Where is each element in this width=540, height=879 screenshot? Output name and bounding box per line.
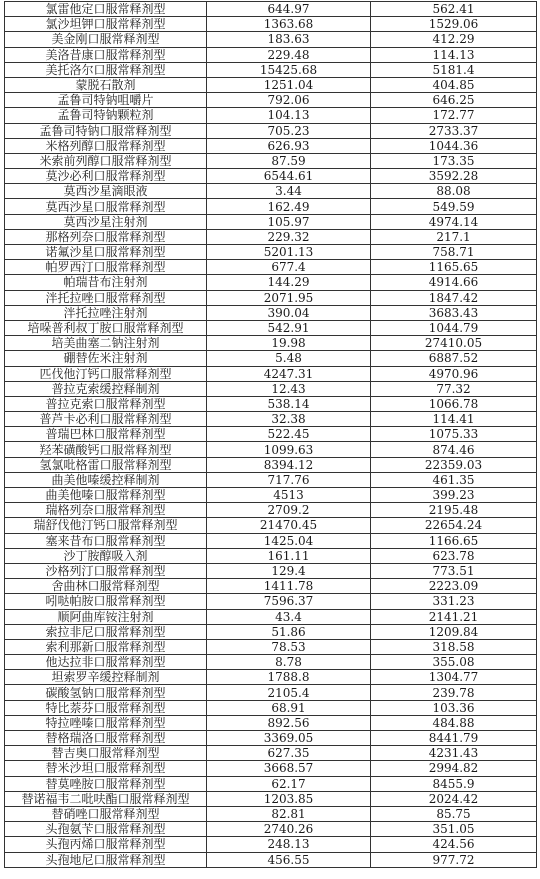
- drug-name-cell: 帕罗西汀口服常释剂型: [5, 260, 207, 275]
- value-b-cell: 562.41: [371, 2, 537, 17]
- value-a-cell: 522.45: [207, 427, 371, 442]
- drug-name-cell: 氯沙坦钾口服常释剂型: [5, 17, 207, 32]
- value-a-cell: 183.63: [207, 32, 371, 47]
- value-b-cell: 173.35: [371, 153, 537, 168]
- value-b-cell: 4974.14: [371, 214, 537, 229]
- table-row: [5, 290, 537, 305]
- value-b-cell: 461.35: [371, 472, 537, 487]
- drug-name-cell: 沙丁胺醇吸入剂: [5, 548, 207, 563]
- table-row: [5, 731, 537, 746]
- value-a-cell: 229.32: [207, 229, 371, 244]
- value-b-cell: 1165.65: [371, 260, 537, 275]
- drug-name-cell: 孟鲁司特钠口服常释剂型: [5, 123, 207, 138]
- drug-name-cell: 培哚普利叔丁胺口服常释剂型: [5, 320, 207, 335]
- value-b-cell: 77.32: [371, 381, 537, 396]
- value-a-cell: 8.78: [207, 655, 371, 670]
- value-b-cell: 2223.09: [371, 579, 537, 594]
- table-row: [5, 93, 537, 108]
- drug-name-cell: 米格列醇口服常释剂型: [5, 138, 207, 153]
- value-a-cell: 129.4: [207, 563, 371, 578]
- value-a-cell: 2709.2: [207, 503, 371, 518]
- value-a-cell: 705.23: [207, 123, 371, 138]
- drug-name-cell: 诺氟沙星口服常释剂型: [5, 245, 207, 260]
- table-row: [5, 806, 537, 821]
- drug-name-cell: 索利那新口服常释剂型: [5, 639, 207, 654]
- value-a-cell: 162.49: [207, 199, 371, 214]
- drug-name-cell: 羟苯磺酸钙口服常释剂型: [5, 442, 207, 457]
- table-row: [5, 184, 537, 199]
- table-row: [5, 153, 537, 168]
- table-row: [5, 427, 537, 442]
- value-b-cell: 1075.33: [371, 427, 537, 442]
- value-a-cell: 12.43: [207, 381, 371, 396]
- value-b-cell: 399.23: [371, 488, 537, 503]
- drug-name-cell: 吲哒帕胺口服常释剂型: [5, 594, 207, 609]
- value-a-cell: 104.13: [207, 108, 371, 123]
- table-row: [5, 700, 537, 715]
- value-a-cell: 3668.57: [207, 761, 371, 776]
- value-a-cell: 1425.04: [207, 533, 371, 548]
- drug-name-cell: 特比萘芬口服常释剂型: [5, 700, 207, 715]
- value-b-cell: 646.25: [371, 93, 537, 108]
- value-b-cell: 484.88: [371, 715, 537, 730]
- value-b-cell: 2733.37: [371, 123, 537, 138]
- drug-name-cell: 替诺福韦二吡呋酯口服常释剂型: [5, 791, 207, 806]
- table-row: [5, 472, 537, 487]
- value-a-cell: 2105.4: [207, 685, 371, 700]
- value-a-cell: 105.97: [207, 214, 371, 229]
- table-row: [5, 320, 537, 335]
- value-a-cell: 5201.13: [207, 245, 371, 260]
- table-row: [5, 548, 537, 563]
- value-a-cell: 892.56: [207, 715, 371, 730]
- table-row: [5, 245, 537, 260]
- value-b-cell: 114.13: [371, 47, 537, 62]
- value-a-cell: 542.91: [207, 320, 371, 335]
- value-b-cell: 27410.05: [371, 336, 537, 351]
- table-row: [5, 381, 537, 396]
- drug-name-cell: 替米沙坦口服常释剂型: [5, 761, 207, 776]
- value-b-cell: 88.08: [371, 184, 537, 199]
- drug-name-cell: 舍曲林口服常释剂型: [5, 579, 207, 594]
- drug-name-cell: 特拉唑嗪口服常释剂型: [5, 715, 207, 730]
- table-row: [5, 199, 537, 214]
- value-a-cell: 1788.8: [207, 670, 371, 685]
- value-b-cell: 4970.96: [371, 366, 537, 381]
- value-a-cell: 82.81: [207, 806, 371, 821]
- drug-name-cell: 美托洛尔口服常释剂型: [5, 62, 207, 77]
- value-a-cell: 1099.63: [207, 442, 371, 457]
- table-row: [5, 138, 537, 153]
- table-row: [5, 351, 537, 366]
- value-b-cell: 1209.84: [371, 624, 537, 639]
- value-b-cell: 623.78: [371, 548, 537, 563]
- drug-name-cell: 氢氯吡格雷口服常释剂型: [5, 457, 207, 472]
- drug-name-cell: 塞来昔布口服常释剂型: [5, 533, 207, 548]
- drug-name-cell: 替吉奥口服常释剂型: [5, 746, 207, 761]
- value-a-cell: 390.04: [207, 305, 371, 320]
- table-row: [5, 77, 537, 92]
- drug-name-cell: 头孢丙烯口服常释剂型: [5, 837, 207, 852]
- table-row: [5, 609, 537, 624]
- drug-name-cell: 头孢地尼口服常释剂型: [5, 852, 207, 867]
- drug-name-cell: 曲美他嗪口服常释剂型: [5, 488, 207, 503]
- value-b-cell: 874.46: [371, 442, 537, 457]
- value-a-cell: 6544.61: [207, 169, 371, 184]
- value-b-cell: 4914.66: [371, 275, 537, 290]
- table-row: [5, 260, 537, 275]
- table-row: [5, 457, 537, 472]
- value-b-cell: 5181.4: [371, 62, 537, 77]
- value-b-cell: 1044.36: [371, 138, 537, 153]
- value-a-cell: 7596.37: [207, 594, 371, 609]
- value-a-cell: 161.11: [207, 548, 371, 563]
- table-row: [5, 275, 537, 290]
- table-row: [5, 214, 537, 229]
- table-row: [5, 655, 537, 670]
- table-row: [5, 396, 537, 411]
- value-a-cell: 2740.26: [207, 822, 371, 837]
- value-b-cell: 103.36: [371, 700, 537, 715]
- drug-name-cell: 培美曲塞二钠注射剂: [5, 336, 207, 351]
- value-a-cell: 5.48: [207, 351, 371, 366]
- table-row: [5, 366, 537, 381]
- drug-name-cell: 美金刚口服常释剂型: [5, 32, 207, 47]
- value-a-cell: 15425.68: [207, 62, 371, 77]
- table-row: [5, 503, 537, 518]
- drug-name-cell: 替格瑞洛口服常释剂型: [5, 731, 207, 746]
- value-a-cell: 8394.12: [207, 457, 371, 472]
- value-b-cell: 331.23: [371, 594, 537, 609]
- drug-name-cell: 瑞舒伐他汀钙口服常释剂型: [5, 518, 207, 533]
- value-b-cell: 1044.79: [371, 320, 537, 335]
- table-row: [5, 518, 537, 533]
- value-b-cell: 355.08: [371, 655, 537, 670]
- table-row: [5, 305, 537, 320]
- table-row: [5, 715, 537, 730]
- value-b-cell: 217.1: [371, 229, 537, 244]
- value-a-cell: 456.55: [207, 852, 371, 867]
- value-a-cell: 4513: [207, 488, 371, 503]
- value-b-cell: 85.75: [371, 806, 537, 821]
- value-a-cell: 538.14: [207, 396, 371, 411]
- table-row: [5, 579, 537, 594]
- drug-name-cell: 顺阿曲库铵注射剂: [5, 609, 207, 624]
- value-a-cell: 3369.05: [207, 731, 371, 746]
- value-a-cell: 4247.31: [207, 366, 371, 381]
- value-b-cell: 758.71: [371, 245, 537, 260]
- value-b-cell: 239.78: [371, 685, 537, 700]
- drug-name-cell: 普拉克索口服常释剂型: [5, 396, 207, 411]
- value-b-cell: 1304.77: [371, 670, 537, 685]
- value-a-cell: 19.98: [207, 336, 371, 351]
- table-row: [5, 229, 537, 244]
- table-row: [5, 2, 537, 17]
- value-b-cell: 22359.03: [371, 457, 537, 472]
- drug-name-cell: 索拉非尼口服常释剂型: [5, 624, 207, 639]
- table-row: [5, 761, 537, 776]
- value-b-cell: 22654.24: [371, 518, 537, 533]
- drug-name-cell: 莫西沙星滴眼液: [5, 184, 207, 199]
- drug-name-cell: 帕瑞昔布注射剂: [5, 275, 207, 290]
- value-b-cell: 3592.28: [371, 169, 537, 184]
- drug-name-cell: 替硝唑口服常释剂型: [5, 806, 207, 821]
- value-a-cell: 1251.04: [207, 77, 371, 92]
- value-a-cell: 43.4: [207, 609, 371, 624]
- value-a-cell: 1411.78: [207, 579, 371, 594]
- table-row: [5, 685, 537, 700]
- drug-name-cell: 普芦卡必利口服常释剂型: [5, 412, 207, 427]
- table-row: [5, 442, 537, 457]
- value-b-cell: 8441.79: [371, 731, 537, 746]
- drug-name-cell: 氯雷他定口服常释剂型: [5, 2, 207, 17]
- drug-name-cell: 米索前列醇口服常释剂型: [5, 153, 207, 168]
- table-row: [5, 624, 537, 639]
- value-b-cell: 412.29: [371, 32, 537, 47]
- value-b-cell: 8455.9: [371, 776, 537, 791]
- drug-name-cell: 莫沙必利口服常释剂型: [5, 169, 207, 184]
- value-a-cell: 78.53: [207, 639, 371, 654]
- drug-name-cell: 替莫唑胺口服常释剂型: [5, 776, 207, 791]
- drug-name-cell: 瑞格列奈口服常释剂型: [5, 503, 207, 518]
- value-b-cell: 549.59: [371, 199, 537, 214]
- value-a-cell: 68.91: [207, 700, 371, 715]
- table-row: [5, 746, 537, 761]
- drug-name-cell: 他达拉非口服常释剂型: [5, 655, 207, 670]
- value-b-cell: 977.72: [371, 852, 537, 867]
- value-b-cell: 2141.21: [371, 609, 537, 624]
- table-row: [5, 108, 537, 123]
- drug-price-table: [4, 1, 537, 868]
- value-a-cell: 1363.68: [207, 17, 371, 32]
- table-row: [5, 123, 537, 138]
- table-row: [5, 47, 537, 62]
- drug-name-cell: 莫西沙星口服常释剂型: [5, 199, 207, 214]
- value-b-cell: 2994.82: [371, 761, 537, 776]
- value-a-cell: 626.93: [207, 138, 371, 153]
- value-b-cell: 1166.65: [371, 533, 537, 548]
- table-row: [5, 563, 537, 578]
- drug-name-cell: 曲美他嗪缓控释制剂: [5, 472, 207, 487]
- value-a-cell: 792.06: [207, 93, 371, 108]
- drug-name-cell: 蒙脱石散剂: [5, 77, 207, 92]
- drug-name-cell: 孟鲁司特钠颗粒剂: [5, 108, 207, 123]
- value-a-cell: 717.76: [207, 472, 371, 487]
- drug-name-cell: 碳酸氢钠口服常释剂型: [5, 685, 207, 700]
- drug-name-cell: 头孢氨苄口服常释剂型: [5, 822, 207, 837]
- value-b-cell: 1529.06: [371, 17, 537, 32]
- table-row: [5, 822, 537, 837]
- table-body: [5, 2, 537, 868]
- value-b-cell: 6887.52: [371, 351, 537, 366]
- value-a-cell: 627.35: [207, 746, 371, 761]
- value-b-cell: 318.58: [371, 639, 537, 654]
- drug-name-cell: 普瑞巴林口服常释剂型: [5, 427, 207, 442]
- table-row: [5, 852, 537, 867]
- drug-name-cell: 美洛昔康口服常释剂型: [5, 47, 207, 62]
- table-row: [5, 533, 537, 548]
- drug-name-cell: 匹伐他汀钙口服常释剂型: [5, 366, 207, 381]
- table-row: [5, 837, 537, 852]
- value-a-cell: 62.17: [207, 776, 371, 791]
- table-row: [5, 17, 537, 32]
- value-b-cell: 351.05: [371, 822, 537, 837]
- value-b-cell: 2024.42: [371, 791, 537, 806]
- value-b-cell: 2195.48: [371, 503, 537, 518]
- drug-name-cell: 那格列奈口服常释剂型: [5, 229, 207, 244]
- value-a-cell: 248.13: [207, 837, 371, 852]
- value-a-cell: 144.29: [207, 275, 371, 290]
- value-a-cell: 1203.85: [207, 791, 371, 806]
- value-a-cell: 51.86: [207, 624, 371, 639]
- table-row: [5, 336, 537, 351]
- value-a-cell: 229.48: [207, 47, 371, 62]
- table-row: [5, 670, 537, 685]
- value-a-cell: 677.4: [207, 260, 371, 275]
- value-b-cell: 424.56: [371, 837, 537, 852]
- value-b-cell: 1847.42: [371, 290, 537, 305]
- table-row: [5, 791, 537, 806]
- value-b-cell: 4231.43: [371, 746, 537, 761]
- value-b-cell: 3683.43: [371, 305, 537, 320]
- table-row: [5, 594, 537, 609]
- value-a-cell: 2071.95: [207, 290, 371, 305]
- value-b-cell: 1066.78: [371, 396, 537, 411]
- value-b-cell: 404.85: [371, 77, 537, 92]
- value-b-cell: 114.41: [371, 412, 537, 427]
- value-a-cell: 3.44: [207, 184, 371, 199]
- drug-name-cell: 坦索罗辛缓控释制剂: [5, 670, 207, 685]
- drug-name-cell: 普拉克索缓控释制剂: [5, 381, 207, 396]
- drug-name-cell: 泮托拉唑口服常释剂型: [5, 290, 207, 305]
- table-row: [5, 488, 537, 503]
- table-row: [5, 62, 537, 77]
- drug-name-cell: 莫西沙星注射剂: [5, 214, 207, 229]
- drug-name-cell: 硼替佐米注射剂: [5, 351, 207, 366]
- table-row: [5, 776, 537, 791]
- drug-name-cell: 沙格列汀口服常释剂型: [5, 563, 207, 578]
- drug-name-cell: 泮托拉唑注射剂: [5, 305, 207, 320]
- value-a-cell: 32.38: [207, 412, 371, 427]
- table-row: [5, 169, 537, 184]
- value-b-cell: 172.77: [371, 108, 537, 123]
- value-a-cell: 21470.45: [207, 518, 371, 533]
- value-a-cell: 87.59: [207, 153, 371, 168]
- table-row: [5, 639, 537, 654]
- table-row: [5, 32, 537, 47]
- value-b-cell: 773.51: [371, 563, 537, 578]
- value-a-cell: 644.97: [207, 2, 371, 17]
- drug-name-cell: 孟鲁司特钠咀嚼片: [5, 93, 207, 108]
- table-row: [5, 412, 537, 427]
